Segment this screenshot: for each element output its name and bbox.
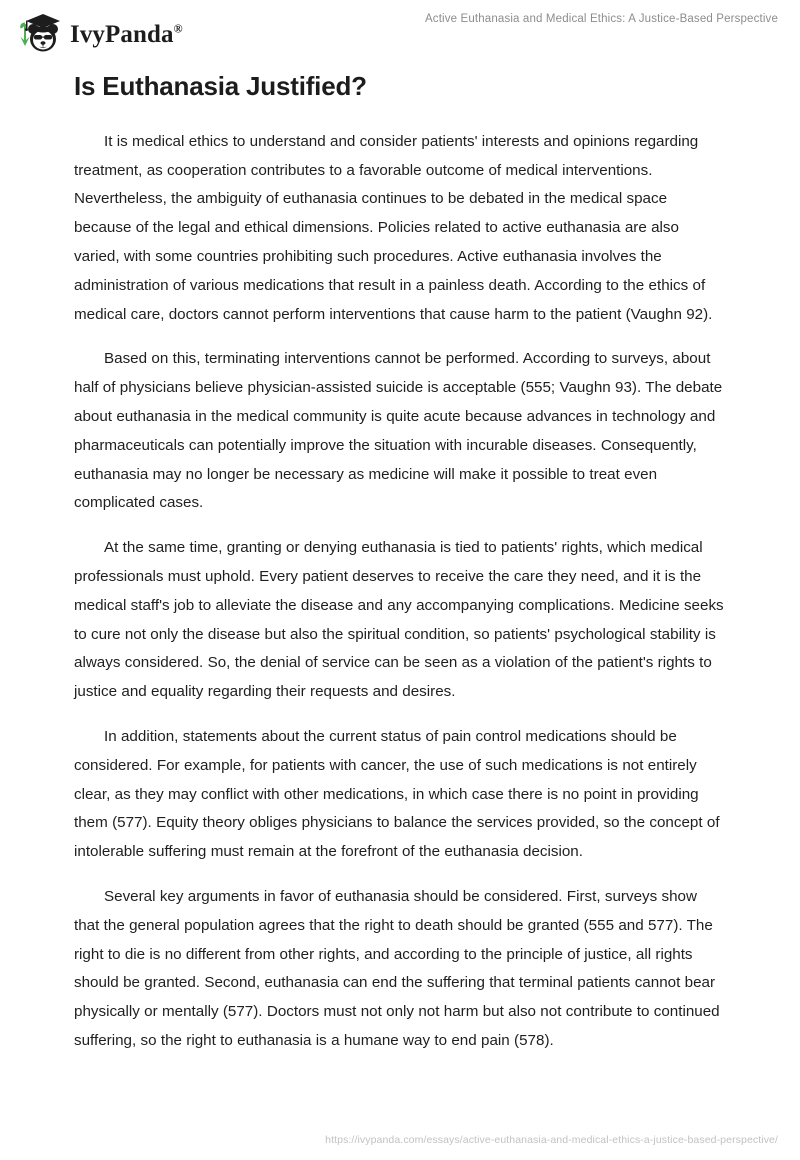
body-paragraph: At the same time, granting or denying euthanasia is tied to patients' rights, which medical professionals must uphold. Every patient deserves to receive the care they need, and it is the medical staff's job to alleviate the disease and any accompanying complications. Medicine seeks to cure not only the disease but also the spiritual condition, so patients' psychological stability is always considered. So, the denial of service can be seen as a violation of the patient's rights to justice and equality regarding their requests and desires. bbox=[74, 539, 724, 701]
body-paragraph: It is medical ethics to understand and consider patients' interests and opinions regarding treatment, as cooperation contributes to a favorable outcome of medical interventions. Nevertheless, the ambiguity of euthanasia continues to be debated in the medical space because of the legal and ethical dimensions. Policies related to active euthanasia are also varied, with some countries prohibiting such procedures. Active euthanasia involves the administration of various medications that result in a painless death. According to the ethics of medical care, doctors cannot perform interventions that cause harm to the patient (Vaughn 92). bbox=[74, 132, 713, 323]
brand-name-text: IvyPanda bbox=[70, 20, 174, 48]
body-paragraph: Several key arguments in favor of euthanasia should be considered. First, surveys show that the general population agrees that the right to death should be granted (555 and 577). The right to die is no different from other rights, and according to the principle of justice, all rights should be granted. Second, euthanasia can end the suffering that terminal patients cannot bear physically or mentally (577). Doctors must not only not harm but also not contribute to continued suffering, so the right to euthanasia is a humane way to end pain (578). bbox=[74, 888, 720, 1049]
page-title: Is Euthanasia Justified? bbox=[74, 71, 367, 101]
page-footer bbox=[0, 1130, 778, 1148]
body-paragraph: Based on this, terminating interventions cannot be performed. According to surveys, about half of physicians believe physician-assisted suicide is acceptable (555; Vaughn 93). The debate about euthanasia in the medical community is quite acute because advances in technology and pharmaceuticals can potentially improve the situation with incurable diseases. Consequently, euthanasia may no longer be necessary as medicine will make it possible to treat even complicated cases. bbox=[74, 350, 723, 512]
page-header bbox=[0, 0, 800, 68]
running-header-title: Active Euthanasia and Medical Ethics: A Justice-Based Perspective bbox=[424, 13, 778, 25]
document-body bbox=[74, 72, 726, 1056]
brand-name bbox=[70, 22, 183, 47]
body-paragraph: In addition, statements about the current status of pain control medications should be considered. For example, for patients with cancer, the use of such medications is not entirely clear, as they may conflict with other medications, in which case there is no point in providing them (577). Equity theory obliges physicians to balance the services provided, so the concept of intolerable suffering must remain at the forefront of the euthanasia decision. bbox=[74, 728, 720, 861]
source-url-link[interactable]: https://ivypanda.com/essays/active-euthanasia-and-medical-ethics-a-justice-based-perspective/ bbox=[325, 1134, 778, 1146]
registered-trademark-mark: ® bbox=[173, 21, 183, 36]
